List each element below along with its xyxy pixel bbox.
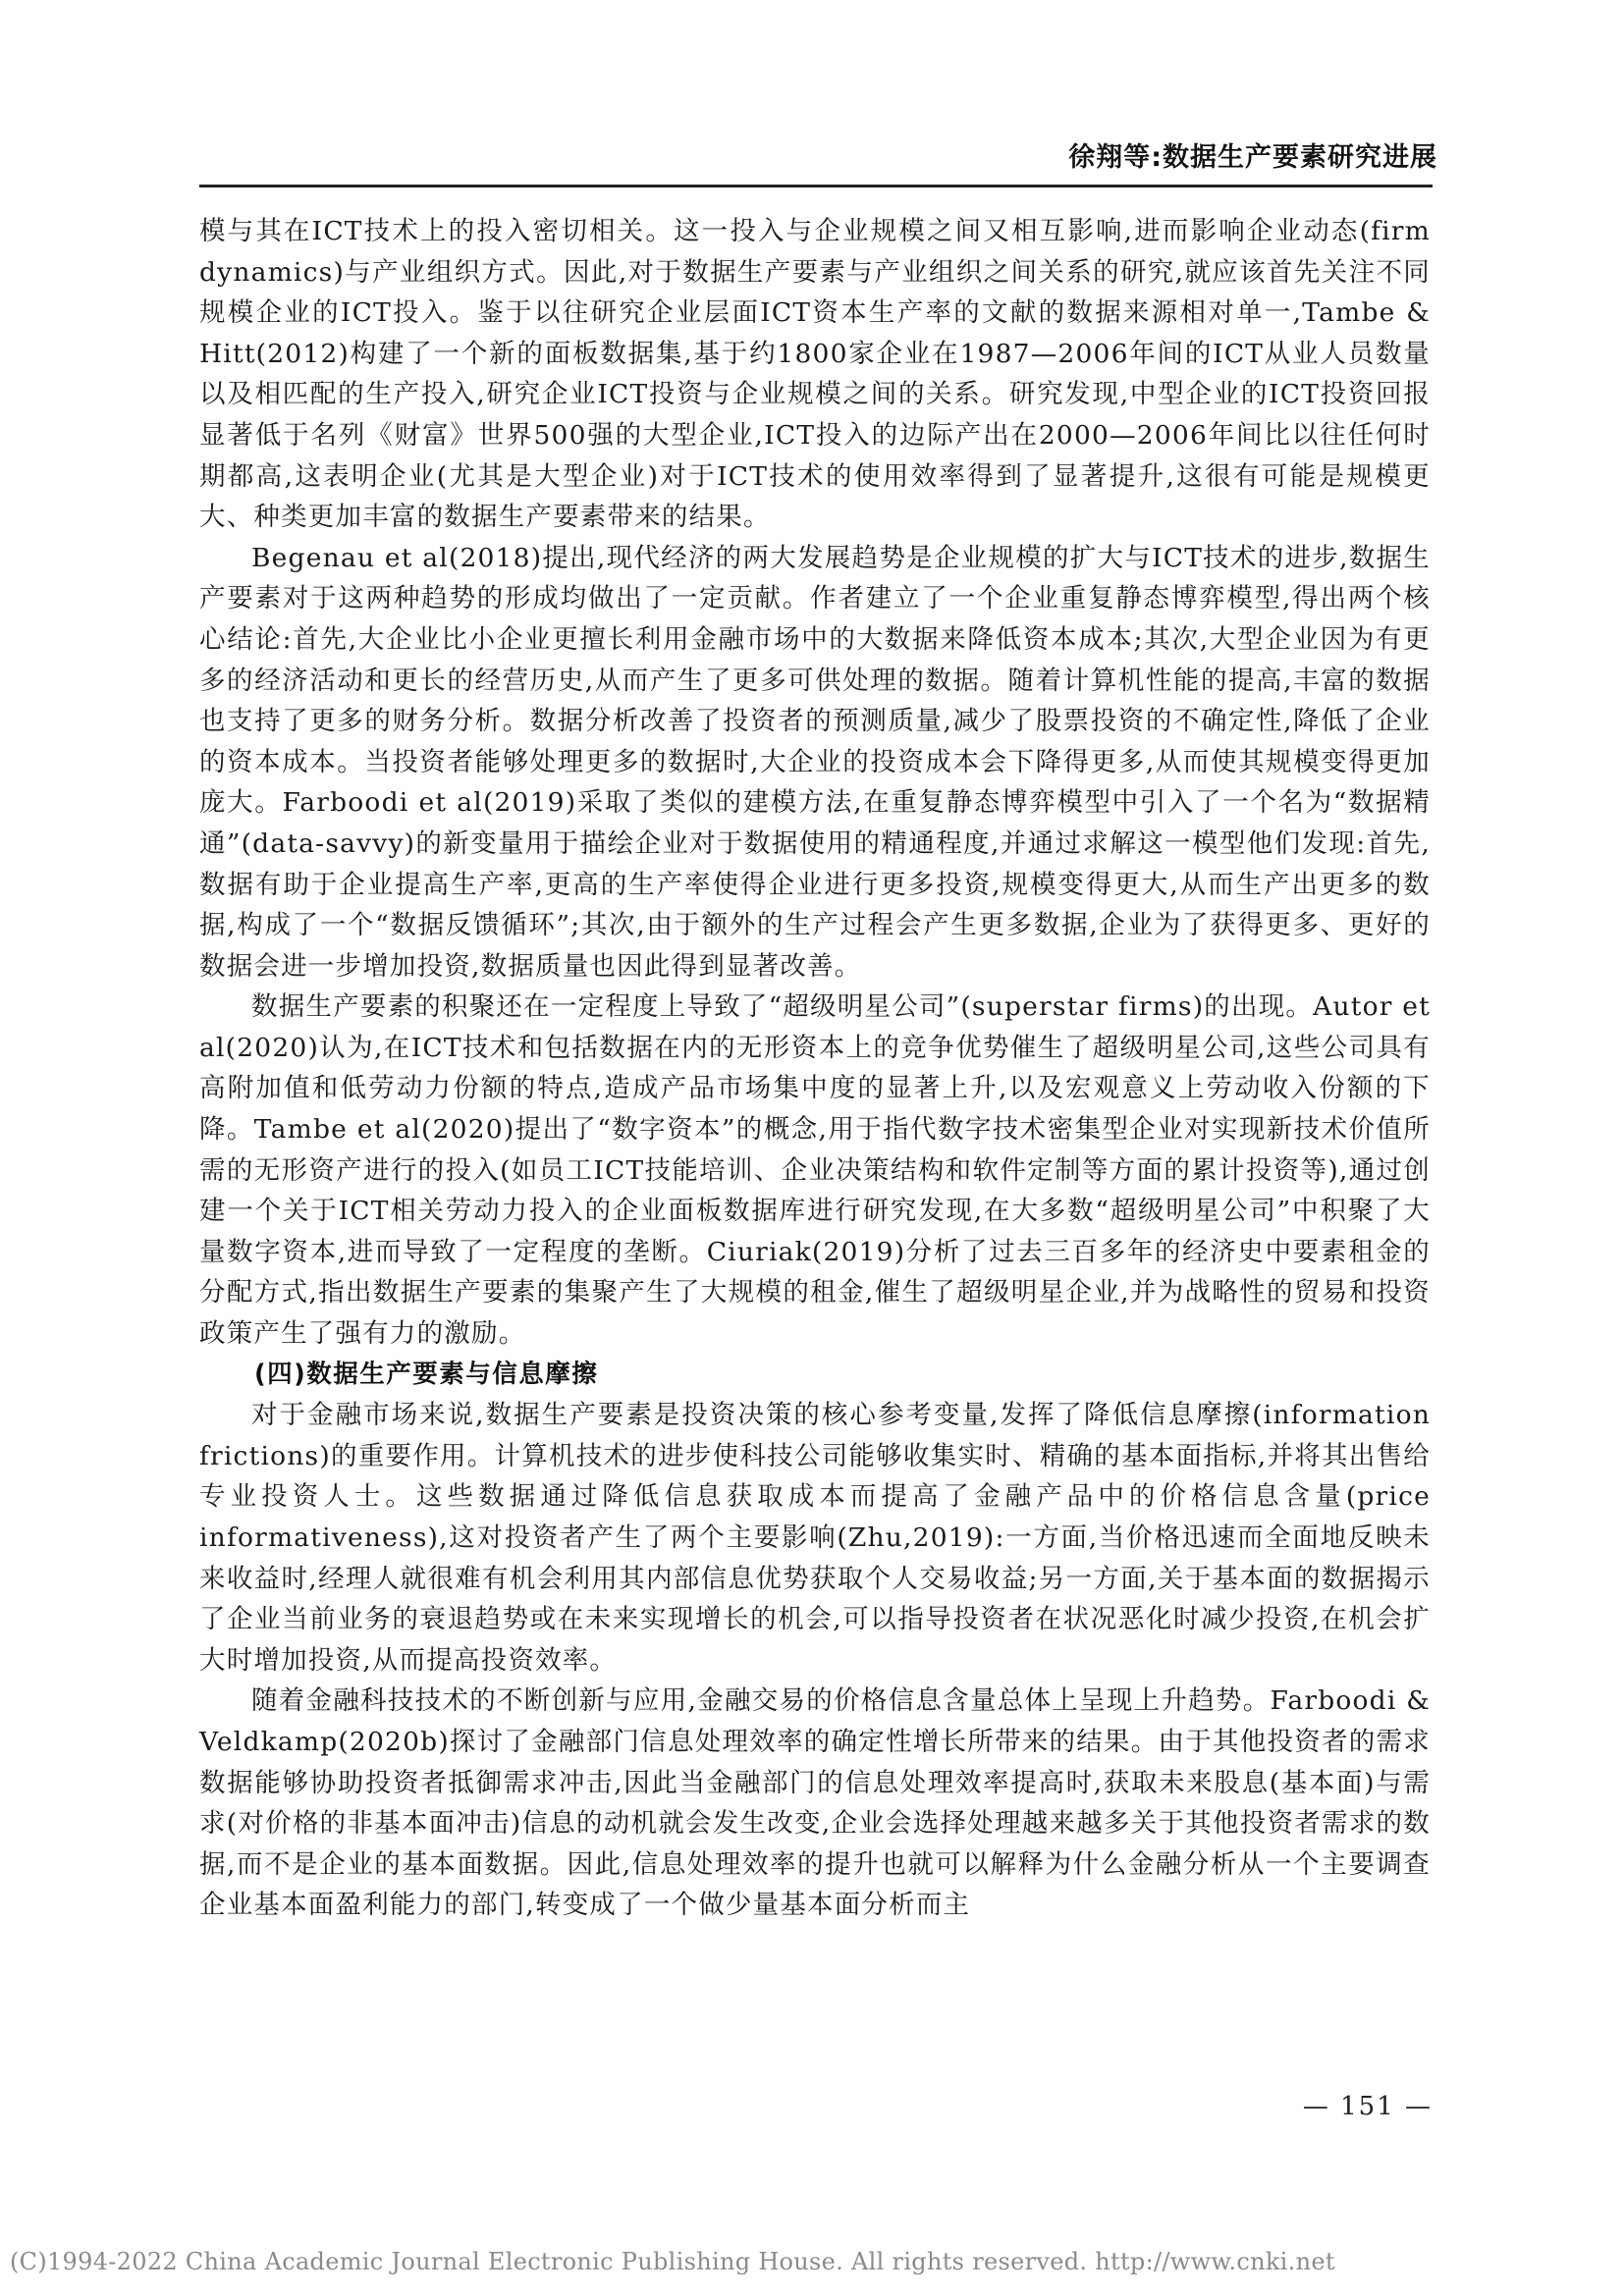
page-number: — 151 — xyxy=(1302,2092,1433,2121)
running-head-title: 徐翔等:数据生产要素研究进展 xyxy=(1068,142,1437,173)
article-body xyxy=(199,211,1431,1926)
copyright-footer: (C)1994-2022 China Academic Journal Electronic Publishing House. All rights reserved. http://www.cnki.net xyxy=(10,2248,1335,2275)
paragraph-3: 数据生产要素的积聚还在一定程度上导致了“超级明星公司”(superstar firms)的出现。Autor et al(2020)认为,在ICT技术和包括数据在内的无形资本上的竞争优势催生了超级明星公司,这些公司具有高附加值和低劳动力份额的特点,造成产品市场集中度的显著上升,以及宏观意义上劳动收入份额的下降。Tambe et al(2020)提出了“数字资本”的概念,用于指代数字技术密集型企业对实现新技术价值所需的无形资产进行的投入(如员工ICT技能培训、企业决策结构和软件定制等方面的累计投资等),通过创建一个关于ICT相关劳动力投入的企业面板数据库进行研究发现,在大多数“超级明星公司”中积聚了大量数字资本,进而导致了一定程度的垄断。Ciuriak(2019)分析了过去三百多年的经济史中要素租金的分配方式,指出数据生产要素的集聚产生了大规模的租金,催生了超级明星企业,并为战略性的贸易和投资政策产生了强有力的激励。 xyxy=(199,991,1431,1350)
section-heading: (四)数据生产要素与信息摩擦 xyxy=(254,1359,599,1389)
paragraph-4: 对于金融市场来说,数据生产要素是投资决策的核心参考变量,发挥了降低信息摩擦(information frictions)的重要作用。计算机技术的进步使科技公司能够收集实时、精确的基本面指标,并将其出售给专业投资人士。这些数据通过降低信息获取成本而提高了金融产品中的价格信息含量(price informativeness),这对投资者产生了两个主要影响(Zhu,2019):一方面,当价格迅速而全面地反映未来收益时,经理人就很难有机会利用其内部信息优势获取个人交易收益;另一方面,关于基本面的数据揭示了企业当前业务的衰退趋势或在未来实现增长的机会,可以指导投资者在状况恶化时减少投资,在机会扩大时增加投资,从而提高投资效率。 xyxy=(199,1400,1431,1676)
paragraph-1: 模与其在ICT技术上的投入密切相关。这一投入与企业规模之间又相互影响,进而影响企业动态(firm dynamics)与产业组织方式。因此,对于数据生产要素与产业组织之间关系的研究,就应该首先关注不同规模企业的ICT投入。鉴于以往研究企业层面ICT资本生产率的文献的数据来源相对单一,Tambe & Hitt(2012)构建了一个新的面板数据集,基于约1800家企业在1987—2006年间的ICT从业人员数量以及相匹配的生产投入,研究企业ICT投资与企业规模之间的关系。研究发现,中型企业的ICT投资回报显著低于名列《财富》世界500强的大型企业,ICT投入的边际产出在2000—2006年间比以往任何时期都高,这表明企业(尤其是大型企业)对于ICT技术的使用效率得到了显著提升,这很有可能是规模更大、种类更加丰富的数据生产要素带来的结果。 xyxy=(199,216,1431,533)
paragraph-2: Begenau et al(2018)提出,现代经济的两大发展趋势是企业规模的扩大与ICT技术的进步,数据生产要素对于这两种趋势的形成均做出了一定贡献。作者建立了一个企业重复静态博弈模型,得出两个核心结论:首先,大企业比小企业更擅长利用金融市场中的大数据来降低资本成本;其次,大型企业因为有更多的经济活动和更长的经营历史,从而产生了更多可供处理的数据。随着计算机性能的提高,丰富的数据也支持了更多的财务分析。数据分析改善了投资者的预测质量,减少了股票投资的不确定性,降低了企业的资本成本。当投资者能够处理更多的数据时,大企业的投资成本会下降得更多,从而使其规模变得更加庞大。Farboodi et al(2019)采取了类似的建模方法,在重复静态博弈模型中引入了一个名为“数据精通”(data-savvy)的新变量用于描绘企业对于数据使用的精通程度,并通过求解这一模型他们发现:首先,数据有助于企业提高生产率,更高的生产率使得企业进行更多投资,规模变得更大,从而生产出更多的数据,构成了一个“数据反馈循环”;其次,由于额外的生产过程会产生更多数据,企业为了获得更多、更好的数据会进一步增加投资,数据质量也因此得到显著改善。 xyxy=(199,542,1431,982)
paragraph-5: 随着金融科技技术的不断创新与应用,金融交易的价格信息含量总体上呈现上升趋势。Farboodi & Veldkamp(2020b)探讨了金融部门信息处理效率的确定性增长所带来的结果。由于其他投资者的需求数据能够协助投资者抵御需求冲击,因此当金融部门的信息处理效率提高时,获取未来股息(基本面)与需求(对价格的非基本面冲击)信息的动机就会发生改变,企业会选择处理越来越多关于其他投资者需求的数据,而不是企业的基本面数据。因此,信息处理效率的提升也就可以解释为什么金融分析从一个主要调查企业基本面盈利能力的部门,转变成了一个做少量基本面分析而主 xyxy=(199,1685,1431,1921)
header-rule xyxy=(199,185,1433,187)
